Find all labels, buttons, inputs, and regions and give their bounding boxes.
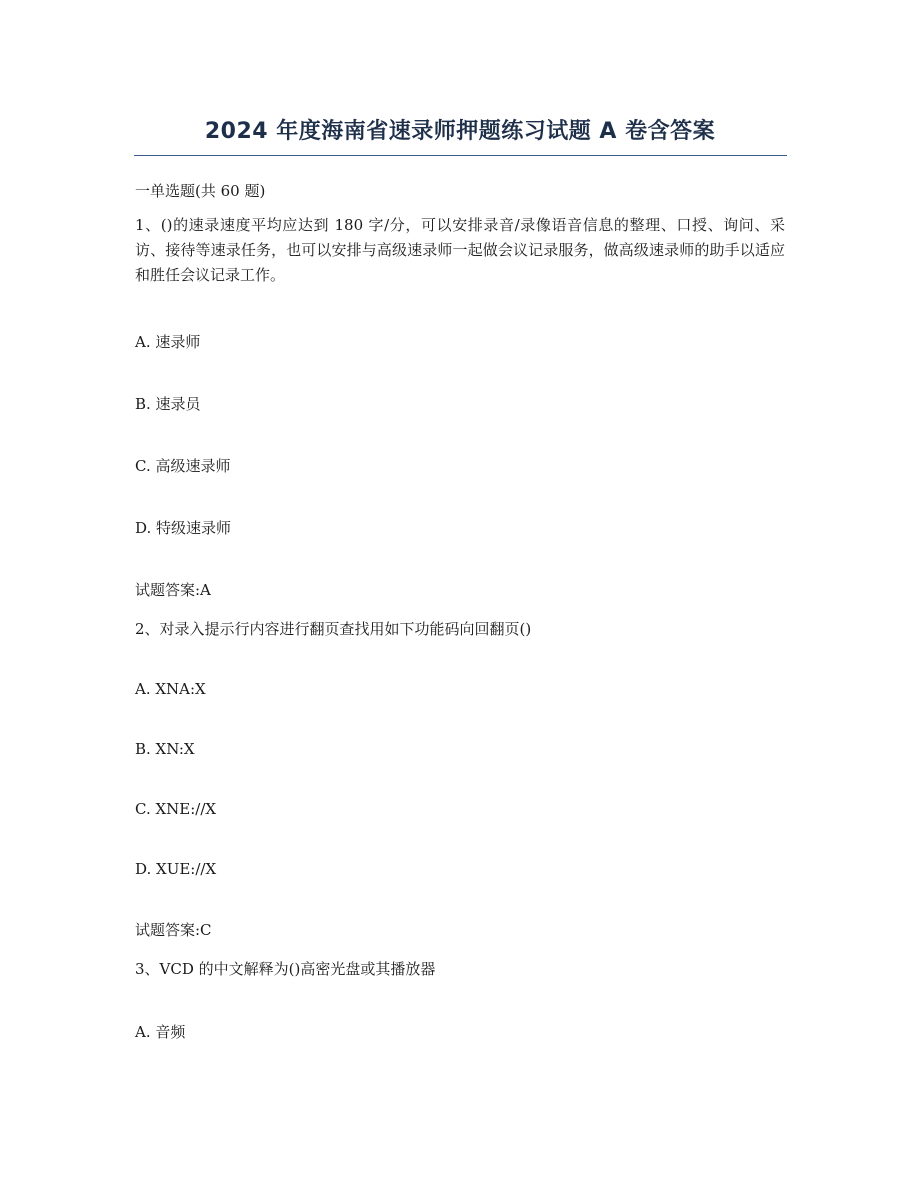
question-2-option-d: D. XUE://X [135,860,217,878]
question-1-option-a: A. 速录师 [135,333,201,351]
section-heading: 一单选题(共 60 题) [135,182,266,200]
question-2-option-c: C. XNE://X [135,800,217,818]
title-divider [134,155,787,156]
question-1-option-b: B. 速录员 [135,395,201,413]
question-3-option-a: A. 音频 [135,1023,186,1041]
question-1-answer: 试题答案:A [135,581,211,599]
question-1-option-c: C. 高级速录师 [135,457,231,475]
question-1-option-d: D. 特级速录师 [135,519,232,537]
question-3-stem: 3、VCD 的中文解释为()高密光盘或其播放器 [135,960,436,978]
question-2-option-a: A. XNA:X [135,680,206,698]
question-2-answer: 试题答案:C [135,921,212,939]
question-2-stem: 2、对录入提示行内容进行翻页查找用如下功能码向回翻页() [135,620,532,638]
question-2-option-b: B. XN:X [135,740,195,758]
question-1-stem: 1、()的速录速度平均应达到 180 字/分，可以安排录音/录像语音信息的整理、口授、询问、采访、接待等速录任务，也可以安排与高级速录师一起做会议记录服务，做高级速录师的助手以适应和胜任会议记录工作。 [135,216,785,284]
document-title: 2024 年度海南省速录师押题练习试题 A 卷含答案 [204,119,716,144]
